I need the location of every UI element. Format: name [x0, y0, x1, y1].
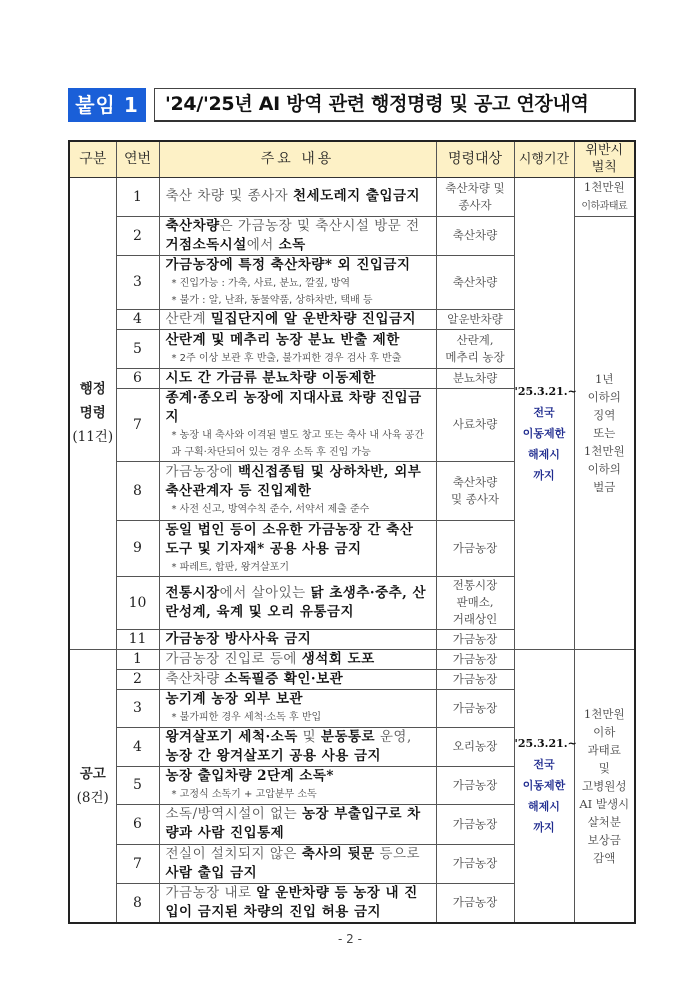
target-line: 사료차량 — [452, 417, 498, 431]
target-line: 가금농장 — [452, 777, 498, 792]
content-segment: 축사의 뒷문 — [301, 845, 375, 862]
content-main — [166, 332, 400, 348]
content-segment: 축산 차량 및 종사자 — [165, 188, 293, 204]
content-segment: 종계·종오리 농장에 지대사료 차량 진입금지 — [165, 389, 422, 425]
penalty-header-line2: 벌칙 — [591, 160, 617, 176]
document-title-bar — [68, 88, 636, 122]
row-target — [436, 329, 514, 368]
content-segment: 소독/방역시설이 없는 — [165, 806, 302, 822]
period-cell — [514, 177, 577, 649]
content-segment: 운영, — [375, 728, 412, 745]
row-target — [436, 576, 514, 629]
column-header-period: 시행기간 — [514, 141, 574, 177]
content-main — [166, 631, 312, 647]
content-main — [166, 768, 334, 784]
content-segment: 가금농장 방사사육 금지 — [165, 630, 312, 647]
period-condition: 까지 — [533, 821, 555, 835]
content-segment: 소독필증 확인·보관 — [224, 670, 344, 687]
row-content — [159, 883, 436, 923]
period-condition: 전국 — [533, 758, 555, 772]
target-line: 축산차량 — [452, 228, 498, 242]
period-condition: 해제시 — [528, 800, 560, 814]
row-number: 5 — [116, 766, 159, 804]
content-segment: 왕겨살포기 세척·소독 — [165, 728, 298, 745]
content-main — [166, 691, 303, 707]
row-content — [159, 177, 436, 216]
row-content — [159, 576, 436, 629]
period-condition: 까지 — [533, 468, 555, 482]
row-number: 8 — [116, 883, 159, 923]
row-target — [436, 689, 514, 727]
orders-table — [68, 140, 636, 924]
content-segment: 백신접종팀 및 상하차반, 외부 축산관계자 등 진입제한 — [165, 464, 422, 499]
target-line: 가금농장 — [452, 700, 498, 715]
period-condition: 해제시 — [528, 447, 560, 461]
penalty-cell — [574, 216, 635, 649]
category-count: (11건) — [72, 429, 114, 445]
row-number: 2 — [116, 216, 159, 255]
row-target — [436, 804, 514, 844]
row-target — [436, 177, 514, 216]
column-header-penalty — [574, 141, 635, 177]
row-content — [159, 329, 436, 368]
row-number: 7 — [116, 844, 159, 883]
penalty-line: 이하 — [593, 724, 616, 739]
column-header-number: 연번 — [116, 141, 159, 177]
penalty-line: 고병원성 — [582, 778, 627, 793]
penalty-line: 1년 — [595, 371, 614, 386]
target-line: 전통시장 — [452, 578, 498, 592]
row-content — [159, 309, 436, 329]
target-line: 축산차량 및 — [445, 180, 505, 195]
row-number: 3 — [116, 255, 159, 309]
target-line: 거래상인 — [452, 612, 498, 626]
content-segment: 농장 부출입구로 차량과 사람 진입통제 — [165, 806, 421, 841]
target-line: 가금농장 — [452, 631, 498, 646]
target-line: 산란계, — [456, 332, 494, 347]
row-number: 9 — [116, 520, 159, 576]
category-label: 공고 — [79, 765, 106, 782]
row-number: 11 — [116, 629, 159, 649]
category-cell — [69, 649, 116, 923]
penalty-line: 이하의 — [587, 461, 621, 476]
penalty-line: 과태료 — [587, 742, 621, 757]
period-cell — [514, 649, 577, 923]
content-main — [166, 188, 421, 204]
content-segment: 등으로 — [374, 845, 421, 862]
content-note: * 사전 신고, 방역수칙 준수, 서약서 제출 준수 — [171, 504, 370, 515]
row-target — [436, 255, 514, 309]
target-line: 종사자 — [458, 197, 492, 212]
row-number: 4 — [116, 727, 159, 766]
content-segment: 산란계 — [165, 310, 211, 327]
penalty-line: 벌금 — [593, 479, 616, 494]
content-segment: 닭 초생추·중추, 산란성계, 육계 및 오리 유통금지 — [165, 584, 427, 620]
row-number: 7 — [116, 388, 159, 461]
target-line: 축산차량 — [452, 474, 498, 489]
row-number: 6 — [116, 804, 159, 844]
content-main — [166, 806, 421, 841]
content-note: * 고정식 소독기 + 고압분무 소독 — [171, 789, 317, 800]
content-segment: 농기계 농장 외부 보관 — [165, 691, 303, 707]
row-number: 8 — [116, 461, 159, 520]
content-segment: 소독 — [278, 236, 306, 253]
target-line: 가금농장 — [452, 895, 498, 910]
penalty-line: 살처분 — [587, 814, 621, 829]
row-target — [436, 649, 514, 669]
content-note: * 불가피한 경우 세척·소독 후 반입 — [171, 712, 322, 723]
penalty-line: 1천만원 — [583, 443, 625, 458]
content-segment: 은 가금농장 및 축산시설 방문 전 — [219, 217, 420, 234]
penalty-cell — [574, 649, 635, 923]
content-segment: 농장 출입차량 2단계 소독* — [165, 768, 334, 784]
document-title: '24/'25년 AI 방역 관련 행정명령 및 공고 연장내역 — [154, 88, 636, 122]
penalty-line: 1천만원 — [583, 179, 625, 194]
content-segment: 전실이 설치되지 않은 — [165, 845, 302, 862]
row-target — [436, 766, 514, 804]
category-count: (8건) — [76, 789, 109, 806]
content-segment: 동일 법인 등이 소유한 가금농장 간 축산 도구 및 기자재* 공용 사용 금지 — [165, 521, 414, 557]
content-main — [166, 729, 412, 764]
row-content — [159, 804, 436, 844]
target-line: 가금농장 — [452, 856, 498, 870]
row-target — [436, 844, 514, 883]
period-condition: 이동제한 — [522, 426, 566, 440]
penalty-line: 또는 — [593, 425, 616, 440]
content-segment: 거점소독시설 — [165, 236, 247, 253]
content-note: * 파레트, 합판, 왕겨살포기 — [171, 561, 289, 573]
category-cell — [69, 177, 116, 649]
row-number: 4 — [116, 309, 159, 329]
penalty-line: 이하과태료 — [581, 200, 628, 212]
penalty-line: 1천만원 — [583, 706, 625, 721]
row-content — [159, 388, 436, 461]
table-row — [69, 649, 635, 669]
category-label: 행정 — [79, 381, 106, 397]
content-main — [166, 522, 414, 557]
penalty-cell — [574, 177, 635, 216]
content-segment: 분동통로 — [320, 728, 376, 745]
content-main — [166, 651, 375, 667]
target-line: 오리농장 — [452, 739, 498, 753]
period-condition: 전국 — [533, 405, 555, 419]
row-number: 10 — [116, 576, 159, 629]
row-target — [436, 461, 514, 520]
row-content — [159, 520, 436, 576]
penalty-line: 감액 — [593, 850, 616, 865]
penalty-line: 보상금 — [587, 832, 621, 847]
content-main — [166, 671, 344, 687]
column-header-category: 구분 — [69, 141, 116, 177]
content-segment: 에서 — [246, 236, 279, 253]
penalty-line: 및 — [598, 760, 610, 775]
penalty-line: 징역 — [593, 407, 616, 422]
content-segment: 가금농장에 — [165, 464, 238, 480]
column-header-target: 명령대상 — [436, 141, 514, 177]
content-note: * 불가 : 알, 난좌, 동물약품, 상하차반, 택배 등 — [171, 294, 373, 306]
row-number: 1 — [116, 649, 159, 669]
content-main — [166, 585, 427, 620]
content-segment: 전통시장 — [165, 584, 220, 601]
content-main — [166, 464, 422, 499]
period-date: '25.3.21.~ — [514, 384, 577, 398]
column-header-content: 주요 내용 — [159, 141, 436, 177]
row-content — [159, 255, 436, 309]
content-main — [166, 390, 422, 425]
content-main — [166, 257, 411, 273]
row-content — [159, 216, 436, 255]
row-number: 1 — [116, 177, 159, 216]
content-segment: 천세도레지 출입금지 — [293, 188, 421, 204]
row-number: 5 — [116, 329, 159, 368]
content-segment: 가금농장 내로 — [165, 884, 257, 901]
content-segment: 가금농장에 특정 축산차량* 외 진입금지 — [165, 256, 411, 273]
table-header-row — [69, 141, 635, 177]
row-content — [159, 461, 436, 520]
row-target — [436, 309, 514, 329]
row-target — [436, 727, 514, 766]
target-line: 판매소, — [456, 595, 494, 609]
row-target — [436, 368, 514, 388]
content-main — [166, 370, 376, 386]
target-line: 가금농장 — [452, 540, 498, 555]
row-content — [159, 649, 436, 669]
row-content — [159, 766, 436, 804]
content-segment: 산란계 및 메추리 농장 분뇨 반출 제한 — [165, 331, 400, 348]
target-line: 알운반차량 — [447, 311, 503, 326]
penalty-line: 이하의 — [587, 389, 621, 404]
content-segment: 생석회 도포 — [301, 650, 375, 667]
content-segment: 축산차량 — [165, 217, 220, 234]
content-segment: 시도 간 가금류 분뇨차량 이동제한 — [165, 369, 376, 386]
penalty-line: AI 발생시 — [579, 796, 630, 811]
row-content — [159, 368, 436, 388]
target-line: 가금농장 — [452, 651, 498, 666]
target-line: 및 종사자 — [450, 491, 500, 506]
content-note: * 농장 내 축사와 이격된 별도 창고 또는 축사 내 사육 공간과 구획·차단되어 있는 경우 소독 후 진입 가능 — [171, 429, 424, 458]
row-content — [159, 629, 436, 649]
row-target — [436, 388, 514, 461]
row-target — [436, 216, 514, 255]
target-line: 분뇨차량 — [452, 370, 498, 385]
period-condition: 이동제한 — [522, 779, 566, 793]
content-main — [166, 218, 420, 253]
content-note: * 2주 이상 보관 후 반출, 불가피한 경우 검사 후 반출 — [171, 352, 402, 364]
row-content — [159, 844, 436, 883]
content-segment: 알 운반차량 등 농장 내 진입이 금지된 차량의 진입 허용 금지 — [165, 884, 418, 920]
row-target — [436, 520, 514, 576]
row-content — [159, 727, 436, 766]
period-date: '25.3.21.~ — [514, 737, 577, 751]
content-segment: 축산차량 — [165, 670, 225, 687]
row-target — [436, 669, 514, 689]
content-segment: 가금농장 진입로 등에 — [165, 650, 302, 667]
content-main — [166, 846, 421, 881]
row-content — [159, 689, 436, 727]
content-note: * 진입가능 : 가축, 사료, 분뇨, 깔짚, 방역 — [171, 277, 351, 289]
content-segment: 농장 간 왕겨살포기 공용 사용 금지 — [165, 747, 382, 764]
row-content — [159, 669, 436, 689]
target-line: 가금농장 — [452, 671, 498, 686]
content-segment: 및 — [297, 728, 321, 745]
target-line: 메추리 농장 — [445, 349, 505, 364]
row-target — [436, 883, 514, 923]
page-number: - 2 - — [338, 932, 362, 946]
row-target — [436, 629, 514, 649]
row-number: 6 — [116, 368, 159, 388]
row-number: 2 — [116, 669, 159, 689]
penalty-header-line1: 위반시 — [585, 143, 624, 159]
row-number: 3 — [116, 689, 159, 727]
target-line: 축산차량 — [452, 274, 498, 289]
category-label-2: 명령 — [79, 405, 106, 421]
table-row — [69, 177, 635, 216]
content-segment: 에서 살아있는 — [219, 584, 311, 601]
content-segment: 사람 출입 금지 — [165, 864, 258, 881]
target-line: 가금농장 — [452, 816, 498, 831]
content-main — [166, 311, 417, 327]
attachment-badge: 붙임 1 — [68, 88, 146, 122]
content-main — [166, 885, 418, 920]
content-segment: 밀집단지에 알 운반차량 진입금지 — [210, 310, 417, 327]
